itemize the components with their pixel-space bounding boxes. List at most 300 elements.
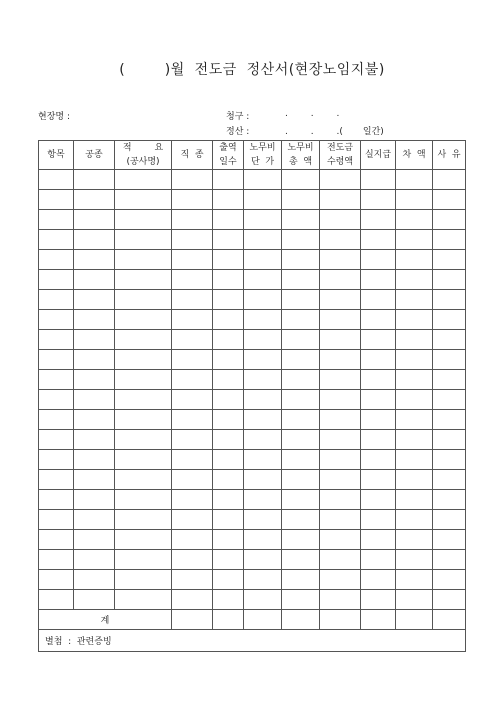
cell-diff[interactable] xyxy=(396,550,433,570)
cell-job[interactable] xyxy=(172,210,213,230)
cell-trade[interactable] xyxy=(74,370,115,390)
cell-trade[interactable] xyxy=(74,530,115,550)
cell-trade[interactable] xyxy=(74,590,115,610)
cell-days[interactable] xyxy=(213,430,244,450)
cell-summary[interactable] xyxy=(115,450,172,470)
cell-reason[interactable] xyxy=(433,470,466,490)
cell-diff[interactable] xyxy=(396,450,433,470)
cell-reason[interactable] xyxy=(433,490,466,510)
total-diff[interactable] xyxy=(396,610,433,630)
table-row xyxy=(39,290,466,310)
cell-summary[interactable] xyxy=(115,230,172,250)
table-row xyxy=(39,270,466,290)
cell-unit_wage[interactable] xyxy=(244,210,282,230)
header-diff-line: 차 액 xyxy=(402,150,426,160)
cell-job[interactable] xyxy=(172,530,213,550)
settle-date: . . .( 일간) xyxy=(285,127,384,137)
total-total_wage[interactable] xyxy=(282,610,320,630)
site-name-label: 현장명 : xyxy=(38,112,70,122)
table-row xyxy=(39,390,466,410)
cell-item[interactable] xyxy=(39,170,74,190)
cell-summary[interactable] xyxy=(115,430,172,450)
total-paid[interactable] xyxy=(361,610,396,630)
cell-total_wage[interactable] xyxy=(282,510,320,530)
cell-job[interactable] xyxy=(172,450,213,470)
cell-unit_wage[interactable] xyxy=(244,510,282,530)
header-summary xyxy=(115,141,172,170)
cell-unit_wage[interactable] xyxy=(244,290,282,310)
cell-summary[interactable] xyxy=(115,590,172,610)
cell-total_wage[interactable] xyxy=(282,430,320,450)
cell-reason[interactable] xyxy=(433,270,466,290)
cell-advance[interactable] xyxy=(320,230,361,250)
cell-reason[interactable] xyxy=(433,170,466,190)
cell-reason[interactable] xyxy=(433,190,466,210)
cell-advance[interactable] xyxy=(320,550,361,570)
header-advance-line: 수령액 xyxy=(326,157,354,167)
cell-days[interactable] xyxy=(213,490,244,510)
cell-advance[interactable] xyxy=(320,250,361,270)
cell-item[interactable] xyxy=(39,490,74,510)
total-job[interactable] xyxy=(172,610,213,630)
cell-paid[interactable] xyxy=(361,450,396,470)
cell-job[interactable] xyxy=(172,230,213,250)
header-trade xyxy=(74,141,115,170)
header-unit_wage-line: 노무비 xyxy=(249,143,276,153)
cell-total_wage[interactable] xyxy=(282,210,320,230)
cell-unit_wage[interactable] xyxy=(244,350,282,370)
header-trade-line: 공종 xyxy=(85,150,103,160)
cell-total_wage[interactable] xyxy=(282,370,320,390)
table-row xyxy=(39,250,466,270)
total-unit_wage[interactable] xyxy=(244,610,282,630)
cell-total_wage[interactable] xyxy=(282,490,320,510)
table-row xyxy=(39,590,466,610)
cell-diff[interactable] xyxy=(396,190,433,210)
cell-unit_wage[interactable] xyxy=(244,490,282,510)
header-paid xyxy=(361,141,396,170)
cell-total_wage[interactable] xyxy=(282,230,320,250)
cell-diff[interactable] xyxy=(396,570,433,590)
header-total_wage xyxy=(282,141,320,170)
cell-paid[interactable] xyxy=(361,170,396,190)
table-row xyxy=(39,350,466,370)
cell-reason[interactable] xyxy=(433,410,466,430)
cell-days[interactable] xyxy=(213,210,244,230)
cell-reason[interactable] xyxy=(433,210,466,230)
cell-trade[interactable] xyxy=(74,390,115,410)
header-item-line: 항목 xyxy=(47,150,65,160)
cell-job[interactable] xyxy=(172,490,213,510)
cell-summary[interactable] xyxy=(115,330,172,350)
attachment-row xyxy=(39,630,466,652)
cell-diff[interactable] xyxy=(396,250,433,270)
cell-days[interactable] xyxy=(213,510,244,530)
cell-paid[interactable] xyxy=(361,390,396,410)
cell-summary[interactable] xyxy=(115,190,172,210)
cell-advance[interactable] xyxy=(320,590,361,610)
cell-paid[interactable] xyxy=(361,210,396,230)
cell-job[interactable] xyxy=(172,590,213,610)
header-unit_wage xyxy=(244,141,282,170)
cell-paid[interactable] xyxy=(361,250,396,270)
cell-days[interactable] xyxy=(213,190,244,210)
total-reason[interactable] xyxy=(433,610,466,630)
cell-job[interactable] xyxy=(172,330,213,350)
cell-total_wage[interactable] xyxy=(282,310,320,330)
cell-days[interactable] xyxy=(213,330,244,350)
cell-advance[interactable] xyxy=(320,270,361,290)
cell-summary[interactable] xyxy=(115,550,172,570)
cell-diff[interactable] xyxy=(396,290,433,310)
cell-unit_wage[interactable] xyxy=(244,450,282,470)
cell-days[interactable] xyxy=(213,370,244,390)
cell-reason[interactable] xyxy=(433,570,466,590)
cell-days[interactable] xyxy=(213,390,244,410)
cell-job[interactable] xyxy=(172,390,213,410)
cell-trade[interactable] xyxy=(74,430,115,450)
header-summary-line: 적 요 xyxy=(122,143,164,153)
cell-advance[interactable] xyxy=(320,510,361,530)
cell-item[interactable] xyxy=(39,470,74,490)
cell-days[interactable] xyxy=(213,590,244,610)
cell-summary[interactable] xyxy=(115,410,172,430)
cell-reason[interactable] xyxy=(433,390,466,410)
cell-unit_wage[interactable] xyxy=(244,190,282,210)
cell-diff[interactable] xyxy=(396,590,433,610)
cell-trade[interactable] xyxy=(74,550,115,570)
cell-paid[interactable] xyxy=(361,370,396,390)
cell-paid[interactable] xyxy=(361,430,396,450)
cell-trade[interactable] xyxy=(74,450,115,470)
cell-paid[interactable] xyxy=(361,470,396,490)
cell-reason[interactable] xyxy=(433,590,466,610)
cell-advance[interactable] xyxy=(320,430,361,450)
cell-paid[interactable] xyxy=(361,550,396,570)
header-days-line: 일수 xyxy=(219,157,237,167)
cell-diff[interactable] xyxy=(396,530,433,550)
cell-diff[interactable] xyxy=(396,170,433,190)
cell-summary[interactable] xyxy=(115,530,172,550)
cell-job[interactable] xyxy=(172,250,213,270)
cell-diff[interactable] xyxy=(396,370,433,390)
cell-total_wage[interactable] xyxy=(282,330,320,350)
cell-advance[interactable] xyxy=(320,210,361,230)
table-row xyxy=(39,230,466,250)
cell-advance[interactable] xyxy=(320,470,361,490)
cell-advance[interactable] xyxy=(320,190,361,210)
cell-item[interactable] xyxy=(39,250,74,270)
cell-diff[interactable] xyxy=(396,470,433,490)
cell-advance[interactable] xyxy=(320,370,361,390)
cell-total_wage[interactable] xyxy=(282,470,320,490)
cell-trade[interactable] xyxy=(74,190,115,210)
cell-advance[interactable] xyxy=(320,290,361,310)
cell-diff[interactable] xyxy=(396,390,433,410)
table-row xyxy=(39,210,466,230)
header-total_wage-line: 총 액 xyxy=(288,157,313,167)
cell-reason[interactable] xyxy=(433,510,466,530)
cell-item[interactable] xyxy=(39,510,74,530)
cell-item[interactable] xyxy=(39,370,74,390)
cell-unit_wage[interactable] xyxy=(244,270,282,290)
cell-days[interactable] xyxy=(213,310,244,330)
cell-unit_wage[interactable] xyxy=(244,590,282,610)
header-advance-line: 전도금 xyxy=(326,143,354,153)
cell-job[interactable] xyxy=(172,370,213,390)
header-summary-line: (공사명) xyxy=(126,157,160,167)
cell-advance[interactable] xyxy=(320,450,361,470)
cell-total_wage[interactable] xyxy=(282,390,320,410)
cell-item[interactable] xyxy=(39,230,74,250)
cell-advance[interactable] xyxy=(320,330,361,350)
cell-trade[interactable] xyxy=(74,510,115,530)
table-row xyxy=(39,370,466,390)
cell-trade[interactable] xyxy=(74,470,115,490)
cell-trade[interactable] xyxy=(74,490,115,510)
cell-paid[interactable] xyxy=(361,290,396,310)
cell-unit_wage[interactable] xyxy=(244,250,282,270)
cell-diff[interactable] xyxy=(396,410,433,430)
table-row xyxy=(39,410,466,430)
cell-summary[interactable] xyxy=(115,170,172,190)
cell-item[interactable] xyxy=(39,590,74,610)
cell-trade[interactable] xyxy=(74,270,115,290)
cell-item[interactable] xyxy=(39,190,74,210)
cell-summary[interactable] xyxy=(115,390,172,410)
cell-item[interactable] xyxy=(39,310,74,330)
cell-trade[interactable] xyxy=(74,310,115,330)
cell-job[interactable] xyxy=(172,470,213,490)
header-reason xyxy=(433,141,466,170)
cell-days[interactable] xyxy=(213,170,244,190)
header-unit_wage-line: 단 가 xyxy=(250,157,275,167)
cell-total_wage[interactable] xyxy=(282,170,320,190)
cell-paid[interactable] xyxy=(361,350,396,370)
cell-unit_wage[interactable] xyxy=(244,410,282,430)
cell-paid[interactable] xyxy=(361,490,396,510)
cell-paid[interactable] xyxy=(361,590,396,610)
cell-item[interactable] xyxy=(39,430,74,450)
cell-item[interactable] xyxy=(39,530,74,550)
cell-advance[interactable] xyxy=(320,170,361,190)
cell-days[interactable] xyxy=(213,570,244,590)
table-row xyxy=(39,330,466,350)
cell-total_wage[interactable] xyxy=(282,350,320,370)
cell-total_wage[interactable] xyxy=(282,590,320,610)
cell-days[interactable] xyxy=(213,450,244,470)
cell-summary[interactable] xyxy=(115,290,172,310)
header-item xyxy=(39,141,74,170)
cell-reason[interactable] xyxy=(433,430,466,450)
cell-advance[interactable] xyxy=(320,310,361,330)
cell-diff[interactable] xyxy=(396,490,433,510)
cell-trade[interactable] xyxy=(74,170,115,190)
cell-unit_wage[interactable] xyxy=(244,470,282,490)
cell-unit_wage[interactable] xyxy=(244,570,282,590)
cell-summary[interactable] xyxy=(115,470,172,490)
table-row xyxy=(39,470,466,490)
cell-reason[interactable] xyxy=(433,290,466,310)
cell-advance[interactable] xyxy=(320,350,361,370)
cell-reason[interactable] xyxy=(433,350,466,370)
cell-item[interactable] xyxy=(39,350,74,370)
cell-diff[interactable] xyxy=(396,270,433,290)
header-job-line: 직 종 xyxy=(180,150,204,160)
cell-advance[interactable] xyxy=(320,410,361,430)
cell-diff[interactable] xyxy=(396,310,433,330)
total-row xyxy=(39,610,466,630)
cell-diff[interactable] xyxy=(396,210,433,230)
cell-summary[interactable] xyxy=(115,210,172,230)
claim-date: . . . xyxy=(285,109,340,119)
cell-paid[interactable] xyxy=(361,330,396,350)
cell-job[interactable] xyxy=(172,170,213,190)
cell-item[interactable] xyxy=(39,570,74,590)
table-row xyxy=(39,550,466,570)
cell-reason[interactable] xyxy=(433,310,466,330)
total-days[interactable] xyxy=(213,610,244,630)
cell-summary[interactable] xyxy=(115,370,172,390)
cell-unit_wage[interactable] xyxy=(244,370,282,390)
table-row xyxy=(39,490,466,510)
cell-job[interactable] xyxy=(172,510,213,530)
cell-unit_wage[interactable] xyxy=(244,230,282,250)
cell-advance[interactable] xyxy=(320,390,361,410)
cell-paid[interactable] xyxy=(361,570,396,590)
cell-trade[interactable] xyxy=(74,230,115,250)
header-days-line: 출역 xyxy=(219,143,237,153)
cell-job[interactable] xyxy=(172,430,213,450)
settle-label: 정산 : xyxy=(226,127,250,137)
cell-summary[interactable] xyxy=(115,570,172,590)
cell-reason[interactable] xyxy=(433,250,466,270)
header-paid-line: 실지급 xyxy=(364,150,392,160)
cell-item[interactable] xyxy=(39,390,74,410)
cell-paid[interactable] xyxy=(361,510,396,530)
cell-item[interactable] xyxy=(39,270,74,290)
table-row xyxy=(39,430,466,450)
cell-days[interactable] xyxy=(213,530,244,550)
table-row xyxy=(39,170,466,190)
cell-total_wage[interactable] xyxy=(282,190,320,210)
cell-summary[interactable] xyxy=(115,490,172,510)
cell-total_wage[interactable] xyxy=(282,450,320,470)
attachment-note: 별첨 : 관련증빙 xyxy=(39,630,466,652)
cell-job[interactable] xyxy=(172,190,213,210)
cell-reason[interactable] xyxy=(433,550,466,570)
cell-summary[interactable] xyxy=(115,350,172,370)
cell-trade[interactable] xyxy=(74,290,115,310)
cell-unit_wage[interactable] xyxy=(244,330,282,350)
cell-advance[interactable] xyxy=(320,530,361,550)
cell-trade[interactable] xyxy=(74,210,115,230)
cell-reason[interactable] xyxy=(433,370,466,390)
cell-unit_wage[interactable] xyxy=(244,310,282,330)
cell-job[interactable] xyxy=(172,410,213,430)
header-days xyxy=(213,141,244,170)
header-job xyxy=(172,141,213,170)
cell-total_wage[interactable] xyxy=(282,290,320,310)
cell-item[interactable] xyxy=(39,290,74,310)
cell-paid[interactable] xyxy=(361,530,396,550)
cell-job[interactable] xyxy=(172,550,213,570)
cell-item[interactable] xyxy=(39,410,74,430)
cell-trade[interactable] xyxy=(74,330,115,350)
cell-advance[interactable] xyxy=(320,490,361,510)
cell-paid[interactable] xyxy=(361,310,396,330)
cell-total_wage[interactable] xyxy=(282,550,320,570)
cell-job[interactable] xyxy=(172,270,213,290)
cell-days[interactable] xyxy=(213,550,244,570)
cell-days[interactable] xyxy=(213,230,244,250)
cell-diff[interactable] xyxy=(396,510,433,530)
cell-days[interactable] xyxy=(213,410,244,430)
cell-days[interactable] xyxy=(213,250,244,270)
cell-days[interactable] xyxy=(213,470,244,490)
cell-diff[interactable] xyxy=(396,230,433,250)
table-row xyxy=(39,310,466,330)
cell-summary[interactable] xyxy=(115,250,172,270)
cell-diff[interactable] xyxy=(396,330,433,350)
cell-job[interactable] xyxy=(172,310,213,330)
cell-total_wage[interactable] xyxy=(282,270,320,290)
cell-days[interactable] xyxy=(213,290,244,310)
cell-unit_wage[interactable] xyxy=(244,430,282,450)
cell-total_wage[interactable] xyxy=(282,410,320,430)
cell-paid[interactable] xyxy=(361,190,396,210)
cell-days[interactable] xyxy=(213,270,244,290)
cell-item[interactable] xyxy=(39,330,74,350)
cell-total_wage[interactable] xyxy=(282,250,320,270)
table-row xyxy=(39,450,466,470)
cell-reason[interactable] xyxy=(433,330,466,350)
cell-item[interactable] xyxy=(39,210,74,230)
cell-job[interactable] xyxy=(172,570,213,590)
cell-trade[interactable] xyxy=(74,350,115,370)
cell-item[interactable] xyxy=(39,450,74,470)
cell-total_wage[interactable] xyxy=(282,570,320,590)
cell-job[interactable] xyxy=(172,350,213,370)
cell-reason[interactable] xyxy=(433,450,466,470)
cell-summary[interactable] xyxy=(115,510,172,530)
cell-trade[interactable] xyxy=(74,410,115,430)
cell-paid[interactable] xyxy=(361,410,396,430)
cell-diff[interactable] xyxy=(396,430,433,450)
cell-reason[interactable] xyxy=(433,530,466,550)
cell-unit_wage[interactable] xyxy=(244,550,282,570)
cell-advance[interactable] xyxy=(320,570,361,590)
header-diff xyxy=(396,141,433,170)
cell-reason[interactable] xyxy=(433,230,466,250)
cell-diff[interactable] xyxy=(396,350,433,370)
cell-item[interactable] xyxy=(39,550,74,570)
cell-trade[interactable] xyxy=(74,570,115,590)
total-advance[interactable] xyxy=(320,610,361,630)
cell-days[interactable] xyxy=(213,350,244,370)
cell-paid[interactable] xyxy=(361,270,396,290)
cell-trade[interactable] xyxy=(74,250,115,270)
cell-summary[interactable] xyxy=(115,310,172,330)
cell-summary[interactable] xyxy=(115,270,172,290)
cell-total_wage[interactable] xyxy=(282,530,320,550)
cell-paid[interactable] xyxy=(361,230,396,250)
cell-unit_wage[interactable] xyxy=(244,170,282,190)
cell-unit_wage[interactable] xyxy=(244,390,282,410)
cell-job[interactable] xyxy=(172,290,213,310)
table-row xyxy=(39,570,466,590)
cell-unit_wage[interactable] xyxy=(244,530,282,550)
